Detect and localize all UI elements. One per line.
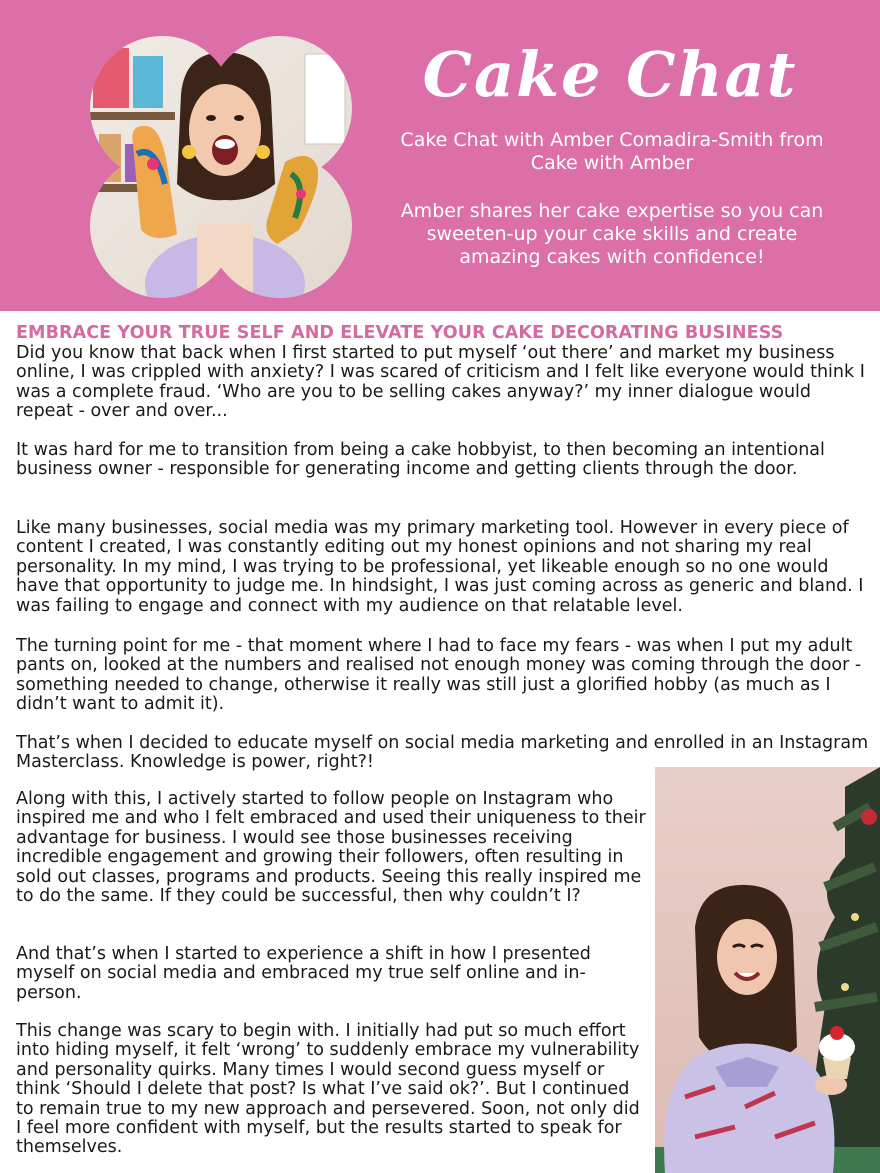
article-paragraph: Along with this, I actively started to follow people on Instagram who inspired me and who I felt embraced and used their uniqueness to their advantage for business. I would see those businesses receiving incredible engagement and growing their followers, often resulting in sold out classes, programs and products. Seeing this really inspired me to do the same. If they could be successful, then why couldn’t I? (16, 789, 646, 907)
article-paragraph: This change was scary to begin with. I initially had put so much effort into hiding myself, it felt ‘wrong’ to suddenly embrace my vulnerability and personality quirks. Many times I would second guess myself or think ‘Should I delete that post? Is what I’ve said ok?’. But I continued to remain true to my new approach and persevered. Soon, not only did I feel more confident with myself, but the results started to speak for themselves. (16, 1021, 640, 1158)
header-banner (0, 0, 880, 311)
article-paragraph: Did you know that back when I first started to put myself ‘out there’ and market my business online, I was crippled with anxiety? I was scared of criticism and I felt like everyone would think I was a complete fraud. ‘Who are you to be selling cakes anyway?’ my inner dialogue would repeat - over and over... (16, 343, 865, 422)
article-paragraph: The turning point for me - that moment where I had to face my fears - was when I put my adult pants on, looked at the numbers and realised not enough money was coming through the door - something needed to change, otherwise it really was still just a glorified hobby (as much as I didn’t want to admit it). (16, 636, 862, 715)
portrait-with-cupcake-icon (655, 767, 880, 1173)
article-paragraph: That’s when I decided to educate myself on social media marketing and enrolled in an Instagram Masterclass. Knowledge is power, right?! (16, 733, 869, 773)
article-paragraph: Like many businesses, social media was my primary marketing tool. However in every piece of content I created, I was constantly editing out my honest opinions and not sharing my real personality. In my mind, I was trying to be professional, yet likeable enough so no one would have that opportunity to judge me. In hindsight, I was just coming across as generic and bland. I was failing to engage and connect with my audience on that relatable level. (16, 518, 864, 616)
side-photo (655, 767, 880, 1173)
article-paragraph: And that’s when I started to experience a shift in how I presented myself on social media and embraced my true self online and in-person. (16, 944, 591, 1003)
page-title: Cake Chat (422, 38, 798, 111)
article-paragraph: It was hard for me to transition from being a cake hobbyist, to then becoming an intentional business owner - responsible for generating income and getting clients through the door. (16, 440, 825, 480)
portrait-with-oven-mitts-icon (85, 34, 357, 300)
article-heading: EMBRACE YOUR TRUE SELF AND ELEVATE YOUR CAKE DECORATING BUSINESS (16, 323, 784, 343)
header-subtitle: Cake Chat with Amber Comadira-Smith from Cake with Amber (400, 129, 824, 174)
header-photo (85, 34, 357, 300)
header-description: Amber shares her cake expertise so you can sweeten-up your cake skills and create amazing cakes with confidence! (400, 200, 824, 268)
